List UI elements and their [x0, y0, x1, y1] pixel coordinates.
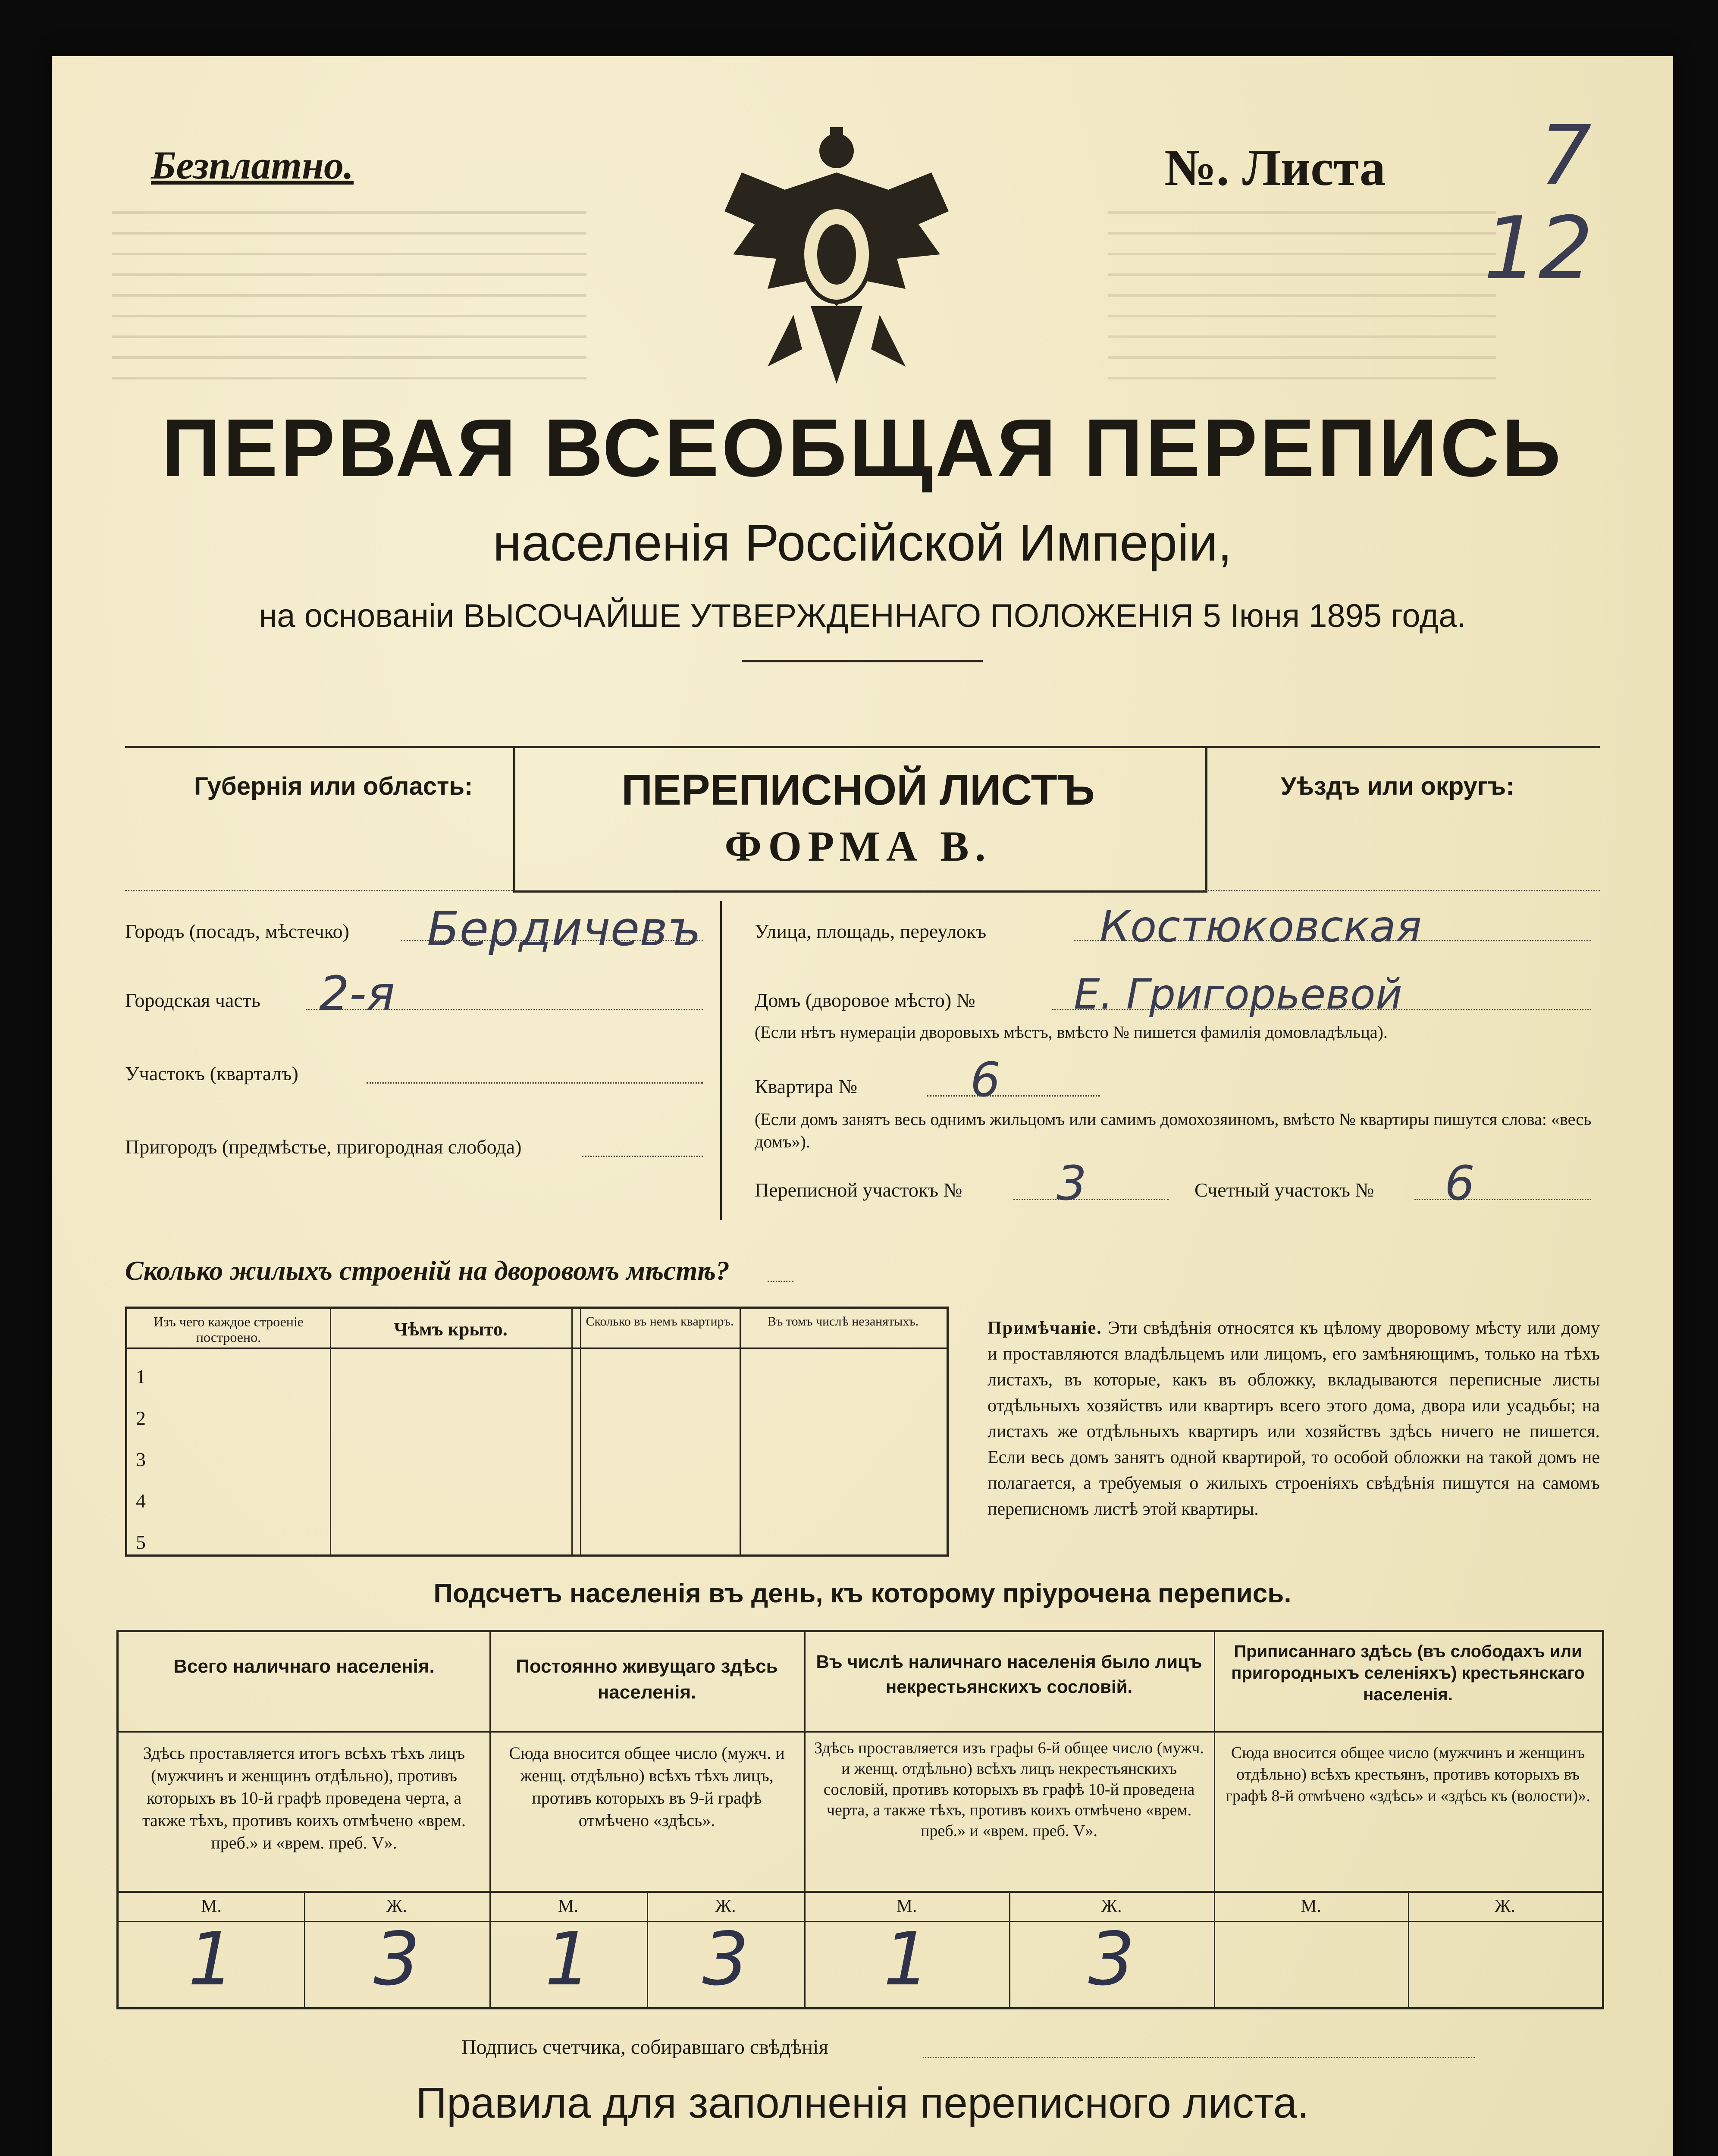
buildings-header-vacant: Въ томъ числѣ незанятыхъ. — [767, 1314, 919, 1329]
male-label: М. — [896, 1896, 917, 1916]
table-row: 5 — [136, 1531, 146, 1553]
apartment-label: Квартира № — [755, 1075, 858, 1097]
population-text-peasant: Сюда вносится общее число (мужчинъ и женщинъ отдѣльно) всѣхъ крестьянъ, противъ которыхъ въ графѣ 8-й отмѣчено «здѣсь» и «здѣсь къ (волости)». — [1226, 1744, 1590, 1805]
table-row: 1 — [136, 1366, 146, 1388]
resident-female-value: 3 — [702, 1917, 749, 2002]
population-header-resident: Постоянно живущаго здѣсь населенія. — [516, 1656, 778, 1703]
population-header-peasant: Приписаннаго здѣсь (въ слободахъ или пригородныхъ селеніяхъ) крестьянскаго населенія. — [1231, 1642, 1585, 1704]
female-label: Ж. — [386, 1896, 408, 1916]
district-label: Уѣздъ или округъ: — [1281, 772, 1514, 800]
subtitle: населенія Россійской Имперіи, — [492, 514, 1232, 572]
house-note: (Если нѣтъ нумераціи дворовыхъ мѣстъ, вмѣсто № пишется фамилія домовладѣльца). — [755, 1022, 1388, 1042]
rules-title: Правила для заполненія переписного листа. — [416, 2079, 1309, 2127]
population-header-non-peasant: Въ числѣ наличнаго населенія было лицъ некрестьянскихъ сословій. — [816, 1651, 1202, 1697]
city-part-label: Городская часть — [125, 989, 260, 1011]
form-title: ФОРМА В. — [724, 822, 992, 870]
signature-line — [923, 2057, 1475, 2058]
female-label: Ж. — [1494, 1896, 1516, 1916]
signature-label: Подпись счетчика, собиравшаго свѣдѣнія — [461, 2036, 828, 2059]
buildings-rows — [136, 1356, 146, 1563]
faded-bleed-through-right — [1108, 198, 1496, 379]
table-row: 3 — [136, 1448, 146, 1470]
female-label: Ж. — [715, 1896, 736, 1916]
male-label: М. — [1301, 1896, 1321, 1916]
population-table — [116, 1630, 1604, 2009]
precinct-label: Участокъ (кварталъ) — [125, 1062, 298, 1084]
male-label: М. — [558, 1896, 579, 1916]
non-peasant-male-value: 1 — [883, 1917, 930, 2002]
present-female-value: 3 — [373, 1917, 420, 2002]
sheet-number-handwritten: 7 — [1539, 108, 1592, 203]
population-text-present: Здѣсь проставляется итогъ всѣхъ тѣхъ лицъ (мужчинъ и женщинъ отдѣльно), противъ которыхъ въ 10-й графѣ проведена черта, а также тѣхъ, противъ коихъ отмѣчено «врем. преб.» и «врем. преб. V». — [142, 1743, 466, 1852]
address-section — [125, 901, 1600, 1229]
district-box — [1203, 746, 1600, 891]
buildings-table — [125, 1307, 949, 1557]
table-row: 2 — [136, 1407, 146, 1429]
population-header-present: Всего наличнаго населенія. — [173, 1656, 435, 1677]
census-section-label: Переписной участокъ № — [755, 1179, 962, 1201]
buildings-header-roof: Чѣмъ крыто. — [394, 1319, 508, 1340]
province-label: Губернія или область: — [194, 772, 473, 800]
sheet-number-handwritten-2: 12 — [1483, 198, 1593, 299]
census-section-value: 3 — [1057, 1156, 1087, 1211]
counting-section-label: Счетный участокъ № — [1194, 1179, 1374, 1201]
divider — [742, 660, 983, 662]
table-row: 4 — [136, 1490, 146, 1512]
non-peasant-female-value: 3 — [1088, 1917, 1135, 2002]
apartment-note: (Если домъ занятъ весь однимъ жильцомъ или самимъ домохозяиномъ, вмѣсто № квартиры пишутся слова: «весь домъ»). — [755, 1109, 1592, 1151]
suburb-label: Пригородъ (предмѣстье, пригородная слобода) — [125, 1136, 522, 1158]
buildings-question: Сколько жилыхъ строеній на дворовомъ мѣстѣ? — [125, 1255, 730, 1286]
population-text-non-peasant: Здѣсь проставляется изъ графы 6-й общее число (мужч. и женщ. отдѣльно) всѣхъ лицъ некрестьянскихъ сословій, противъ которыхъ въ графѣ 10-й проведена черта, а также тѣхъ, противъ коихъ отмѣчено «врем. преб.» и «врем. преб. V». — [814, 1739, 1204, 1840]
census-sheet — [52, 56, 1673, 2156]
female-label: Ж. — [1101, 1896, 1122, 1916]
faded-bleed-through-left — [112, 198, 586, 379]
street-value: Костюковская — [1100, 901, 1422, 952]
apartment-value: 6 — [970, 1052, 1000, 1107]
resident-male-value: 1 — [545, 1917, 592, 2002]
counting-section-value: 6 — [1445, 1156, 1475, 1211]
form-header — [125, 746, 1600, 888]
imperial-eagle-emblem — [716, 125, 957, 392]
street-label: Улица, площадь, переулокъ — [755, 920, 987, 942]
city-value: Бердичевъ — [427, 901, 701, 956]
population-title: Подсчетъ населенія въ день, къ которому пріурочена перепись. — [433, 1579, 1292, 1608]
free-label: Безплатно. — [151, 143, 354, 187]
main-title: ПЕРВАЯ ВСЕОБЩАЯ ПЕРЕПИСЬ — [161, 402, 1564, 494]
province-box — [125, 746, 513, 891]
basis-line: на основаніи ВЫСОЧАЙШЕ УТВЕРЖДЕННАГО ПОЛОЖЕНІЯ 5 Іюня 1895 года. — [259, 598, 1466, 634]
address-divider — [720, 901, 722, 1220]
buildings-header-apartments: Сколько въ немъ квартиръ. — [586, 1314, 734, 1329]
buildings-note — [988, 1315, 1600, 1522]
note-text: Эти свѣдѣнія относятся къ цѣлому дворовому мѣсту или дому и проставляются владѣльцемъ или лицомъ, его замѣняющимъ, только на тѣхъ листахъ, въ которые, какъ въ обложку, вкладываются переписные листы отдѣльныхъ хозяйствъ или квартиръ всего этого дома, двора или усадьбы; на листахъ же отдѣльныхъ квартиръ или хозяйствъ здѣсь ничего не пишется. Если весь домъ занятъ одной квартирой, то особой обложки на такой домъ не полагается, а требуемыя о жилыхъ строеніяхъ свѣдѣнія пишутся на самомъ переписномъ листѣ этой квартиры. — [988, 1318, 1600, 1519]
male-label: М. — [201, 1896, 222, 1916]
house-label: Домъ (дворовое мѣсто) № — [755, 989, 975, 1011]
present-male-value: 1 — [188, 1917, 235, 2002]
house-value: Е. Григорьевой — [1074, 970, 1402, 1018]
city-part-value: 2-я — [319, 966, 395, 1021]
city-label: Городъ (посадъ, мѣстечко) — [125, 920, 349, 942]
note-title: Примѣчаніе. — [988, 1318, 1102, 1338]
sheet-number-label: №. Листа — [1164, 139, 1386, 196]
buildings-header-material: Изъ чего каждое строеніе построено. — [153, 1314, 304, 1345]
population-text-resident: Сюда вносится общее число (мужч. и женщ. отдѣльно) всѣхъ тѣхъ лицъ, противъ которыхъ въ 9-й графѣ отмѣчено «здѣсь». — [509, 1743, 785, 1830]
sheet-title: ПЕРЕПИСНОЙ ЛИСТЪ — [621, 766, 1095, 814]
